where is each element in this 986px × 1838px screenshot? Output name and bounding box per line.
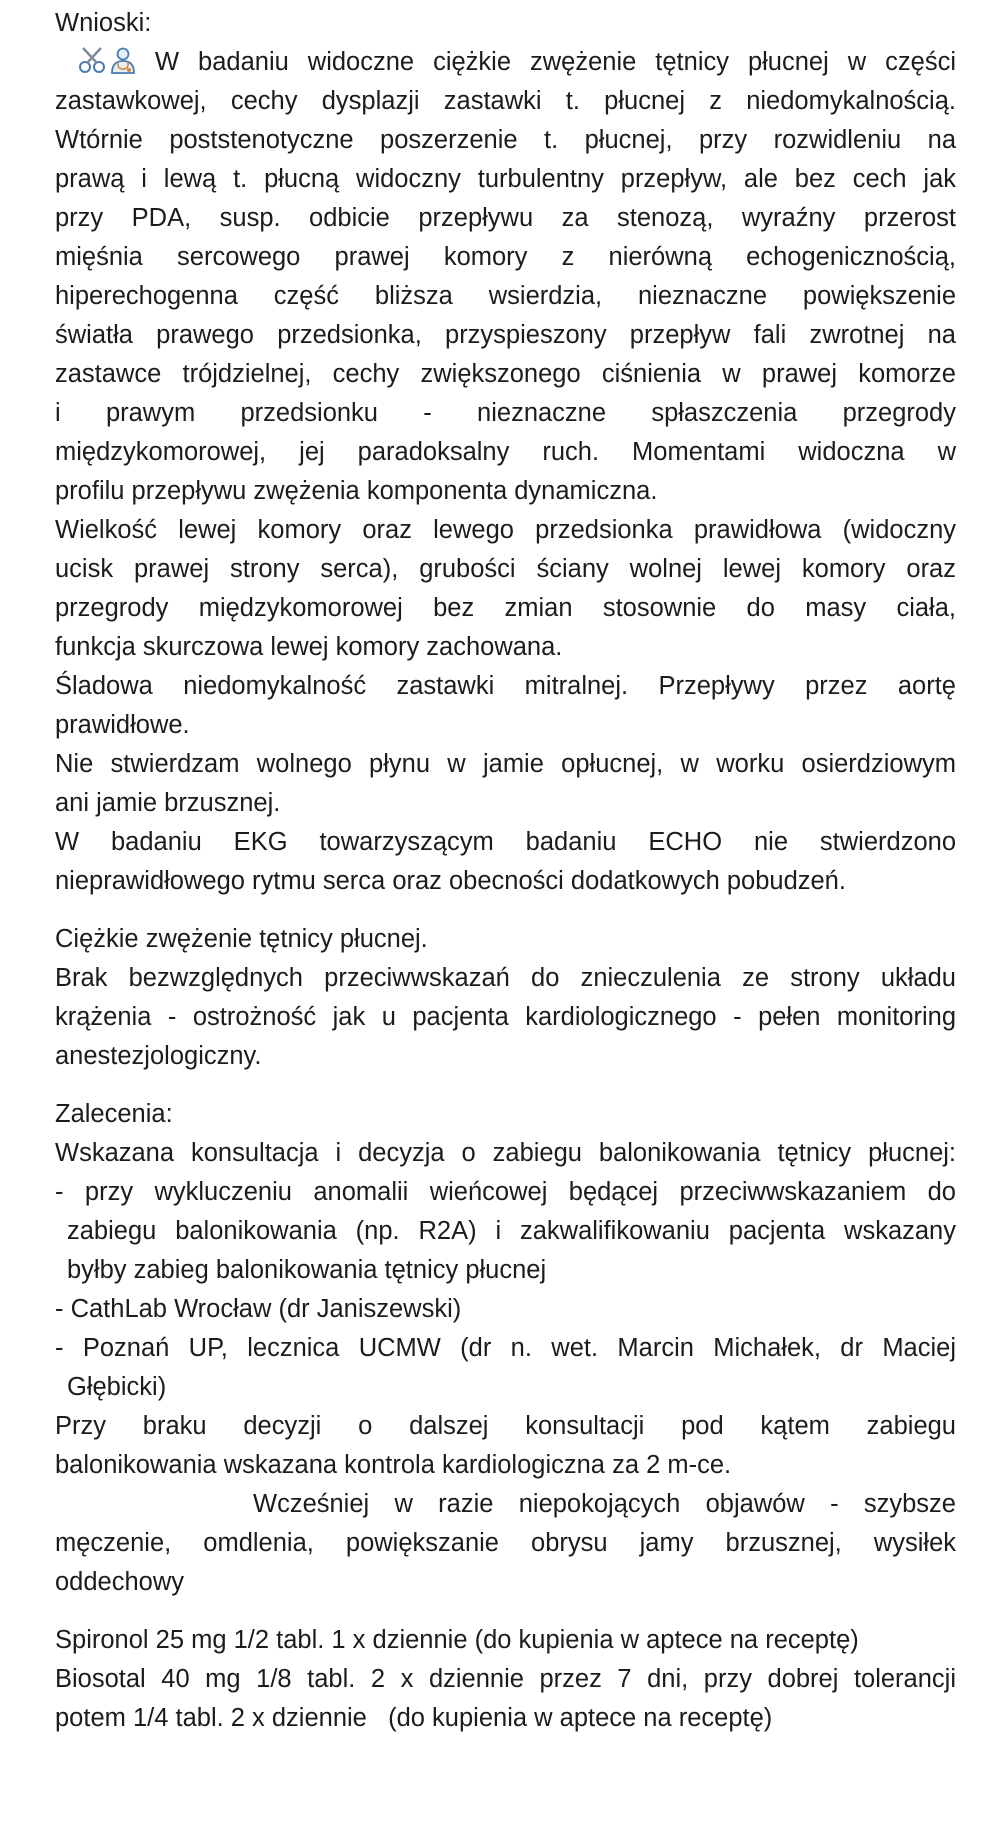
text-line: - przy wykluczeniu anomalii wieńcowej będącej przeciwwskazaniem do [55,1178,956,1206]
text-line: Nie stwierdzam wolnego płynu w jamie opłucnej, w worku osierdziowym [55,750,956,778]
text-line: przegrody międzykomorowej bez zmian stosownie do masy ciała, [55,594,956,622]
text-line: mięśnia sercowego prawej komory z nierówną echogenicznością, [55,243,956,271]
text-line: - CathLab Wrocław (dr Janiszewski) [55,1295,462,1323]
text-line: anestezjologiczny. [55,1042,262,1070]
text-line: oddechowy [55,1568,185,1596]
text-line: W badaniu EKG towarzyszącym badaniu ECHO nie stwierdzono [55,828,956,856]
text-line: hiperechogenna część bliższa wsierdzia, nieznaczne powiększenie [55,282,956,310]
recommendations-heading: Zalecenia: [55,1100,173,1128]
medical-tools-icon [77,46,139,74]
text-line: międzykomorowej, jej paradoksalny ruch. Momentami widoczna w [55,438,956,466]
text-line: ucisk prawej strony serca), grubości ściany wolnej lewej komory oraz [55,555,956,583]
conclusions-heading: Wnioski: [55,9,152,37]
text-line: balonikowania wskazana kontrola kardiologiczna za 2 m-ce. [55,1451,732,1479]
paragraph-gap [55,1076,956,1095]
text-line: światła prawego przedsionka, przyspieszony przepływ fali zwrotnej na [55,321,956,349]
text-line: zastawce trójdzielnej, cechy zwiększonego ciśnienia w prawej komorze [55,360,956,388]
text-line: Wtórnie poststenotyczne poszerzenie t. płucnej, przy rozwidleniu na [55,126,956,154]
medication-line: Spironol 25 mg 1/2 tabl. 1 x dziennie (do kupienia w aptece na receptę) [55,1626,859,1654]
text-line: Śladowa niedomykalność zastawki mitralnej. Przepływy przez aortę [55,672,956,700]
text-line [55,43,956,82]
text-line: nieprawidłowego rytmu serca oraz obecności dodatkowych pobudzeń. [55,867,846,895]
text-line: profilu przepływu zwężenia komponenta dynamiczna. [55,477,658,505]
text-line: byłby zabieg balonikowania tętnicy płucnej [67,1256,547,1284]
text-line: ani jamie brzusznej. [55,789,281,817]
text-line: prawą i lewą t. płucną widoczny turbulentny przepływ, ale bez cech jak [55,165,956,193]
paragraph-gap [55,1602,956,1621]
text-line: zastawkowej, cechy dysplazji zastawki t. płucnej z niedomykalnością. [55,87,956,115]
text-line: i prawym przedsionku - nieznaczne spłaszczenia przegrody [55,399,956,427]
paragraph-gap [55,901,956,920]
text-line: zabiegu balonikowania (np. R2A) i zakwalifikowaniu pacjenta wskazany [67,1217,956,1245]
text-line: przy PDA, susp. odbicie przepływu za stenozą, wyraźny przerost [55,204,956,232]
text-line: Przy braku decyzji o dalszej konsultacji pod kątem zabiegu [55,1412,956,1440]
text-line-content: W badaniu widoczne ciężkie zwężenie tętnicy płucnej w części [155,48,956,76]
text-line: Wskazana konsultacja i decyzja o zabiegu balonikowania tętnicy płucnej: [55,1139,956,1167]
text-line: krążenia - ostrożność jak u pacjenta kardiologicznego - pełen monitoring [55,1003,956,1031]
text-line: Wcześniej w razie niepokojących objawów - szybsze [253,1490,956,1518]
medication-line: potem 1/4 tabl. 2 x dziennie (do kupienia w aptece na receptę) [55,1704,773,1732]
diagnosis-line: Ciężkie zwężenie tętnicy płucnej. [55,925,428,953]
text-line: funkcja skurczowa lewej komory zachowana. [55,633,563,661]
text-line: Wielkość lewej komory oraz lewego przedsionka prawidłowa (widoczny [55,516,956,544]
text-line: męczenie, omdlenia, powiększanie obrysu jamy brzusznej, wysiłek [55,1529,956,1557]
text-line: prawidłowe. [55,711,190,739]
text-line: Głębicki) [67,1373,167,1401]
text-line: Brak bezwzględnych przeciwwskazań do znieczulenia ze strony układu [55,964,956,992]
medication-line: Biosotal 40 mg 1/8 tabl. 2 x dziennie przez 7 dni, przy dobrej tolerancji [55,1665,956,1693]
text-line: - Poznań UP, lecznica UCMW (dr n. wet. Marcin Michałek, dr Maciej [55,1334,956,1362]
